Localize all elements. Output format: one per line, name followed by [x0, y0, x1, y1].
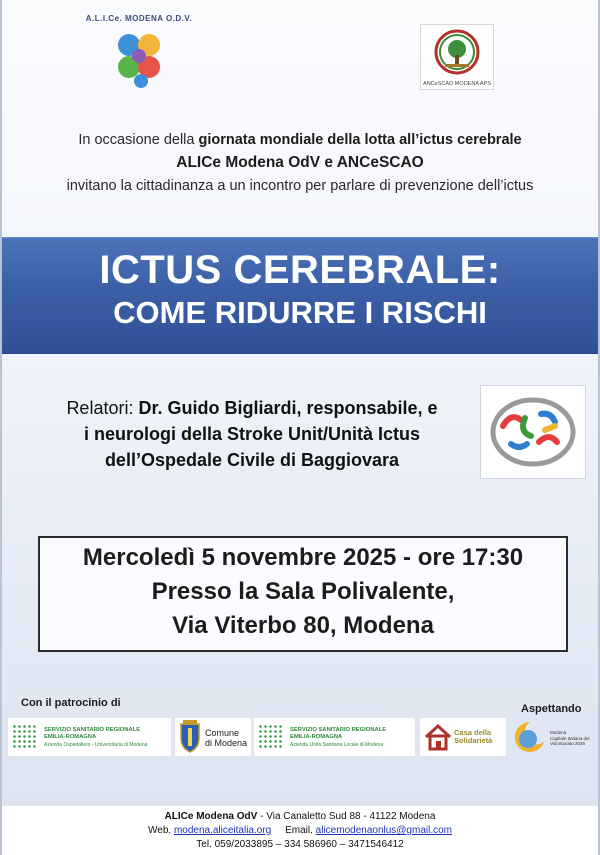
footer-org: ALICe Modena OdV [164, 811, 258, 822]
footer-web-line: Web. modena.aliceitalia.org Email. alicemodenaonlus@gmail.com [148, 825, 452, 836]
event-subtitle: COME RIDURRE I RISCHI [113, 295, 487, 330]
title-banner [2, 237, 598, 354]
website-link[interactable]: modena.aliceitalia.org [173, 825, 272, 836]
comune-modena-logo: Comune di Modena [175, 718, 251, 756]
modena-capitale-volontariato-logo [512, 718, 598, 756]
tree-emblem-icon [434, 29, 480, 75]
ancescao-logo [420, 24, 494, 90]
contact-footer [2, 806, 598, 855]
event-datetime: Mercoledì 5 novembre 2025 - ore 17:30 [82, 544, 524, 571]
footer-address: - Via Canaletto Sud 88 - 41122 Modena [257, 811, 436, 822]
ancescao-caption: ANCeSCAO MODENA APS [423, 81, 491, 87]
speakers [32, 395, 472, 473]
speakers-line-1 [32, 395, 472, 421]
dot-grid-icon [258, 724, 284, 750]
speaker-name: Dr. Guido Bigliardi, responsabile, e [138, 398, 438, 418]
sunburst-icon [514, 720, 546, 754]
speakers-label: Relatori: [66, 398, 139, 418]
footer-address-line [2, 810, 598, 824]
intro-text [2, 132, 598, 194]
event-venue: Presso la Sala Polivalente, [151, 578, 455, 605]
event-details-box [38, 536, 568, 652]
alice-brain-logo [480, 385, 586, 479]
intro-prefix: In occasione della [78, 132, 199, 148]
event-address: Via Viterbo 80, Modena [172, 612, 434, 639]
waiting-label: Aspettando [521, 703, 582, 715]
intro-line-1 [2, 132, 598, 148]
org-name: A.L.I.Ce. MODENA O.D.V. [85, 14, 193, 23]
dot-grid-icon [12, 724, 38, 750]
intro-occasion: giornata mondiale della lotta all’ictus cerebrale [198, 132, 522, 148]
casa-solidarieta-logo [420, 718, 506, 756]
intro-organizers: ALICe Modena OdV e ANCeSCAO [176, 154, 424, 171]
coat-of-arms-icon [177, 720, 203, 754]
speakers-line-2: i neurologi della Stroke Unit/Unità Ictus [83, 424, 421, 444]
ssr-ausl-modena-logo: SERVIZIO SANITARIO REGIONALE EMILIA-ROMAGNA Azienda Unità Sanitaria Locale di Modena [254, 718, 415, 756]
footer-phone: Tel. 059/2033895 – 334 586960 – 3471546412 [196, 839, 404, 850]
patronage-label: Con il patrocinio di [21, 697, 121, 709]
intro-invite: invitano la cittadinanza a un incontro per parlare di prevenzione dell’ictus [66, 178, 534, 194]
house-icon [424, 723, 452, 751]
event-title: ICTUS CEREBRALE: [99, 248, 501, 292]
ssr-aou-modena-logo: SERVIZIO SANITARIO REGIONALE EMILIA-ROMAGNA Azienda Ospedaliero - Universitaria di Modena [8, 718, 171, 756]
brain-letters-icon [481, 386, 585, 478]
solidarieta-text: Casa della Solidarietà [454, 728, 493, 745]
speakers-line-3: dell’Ospedale Civile di Baggiovara [104, 450, 400, 470]
puzzle-brain-icon [111, 29, 167, 91]
alice-header-logo [80, 14, 198, 91]
email-link[interactable]: alicemodenaonlus@gmail.com [315, 825, 452, 836]
capitale-text: Modena Capitale Italiana del Volontariato 2026 [550, 730, 590, 746]
